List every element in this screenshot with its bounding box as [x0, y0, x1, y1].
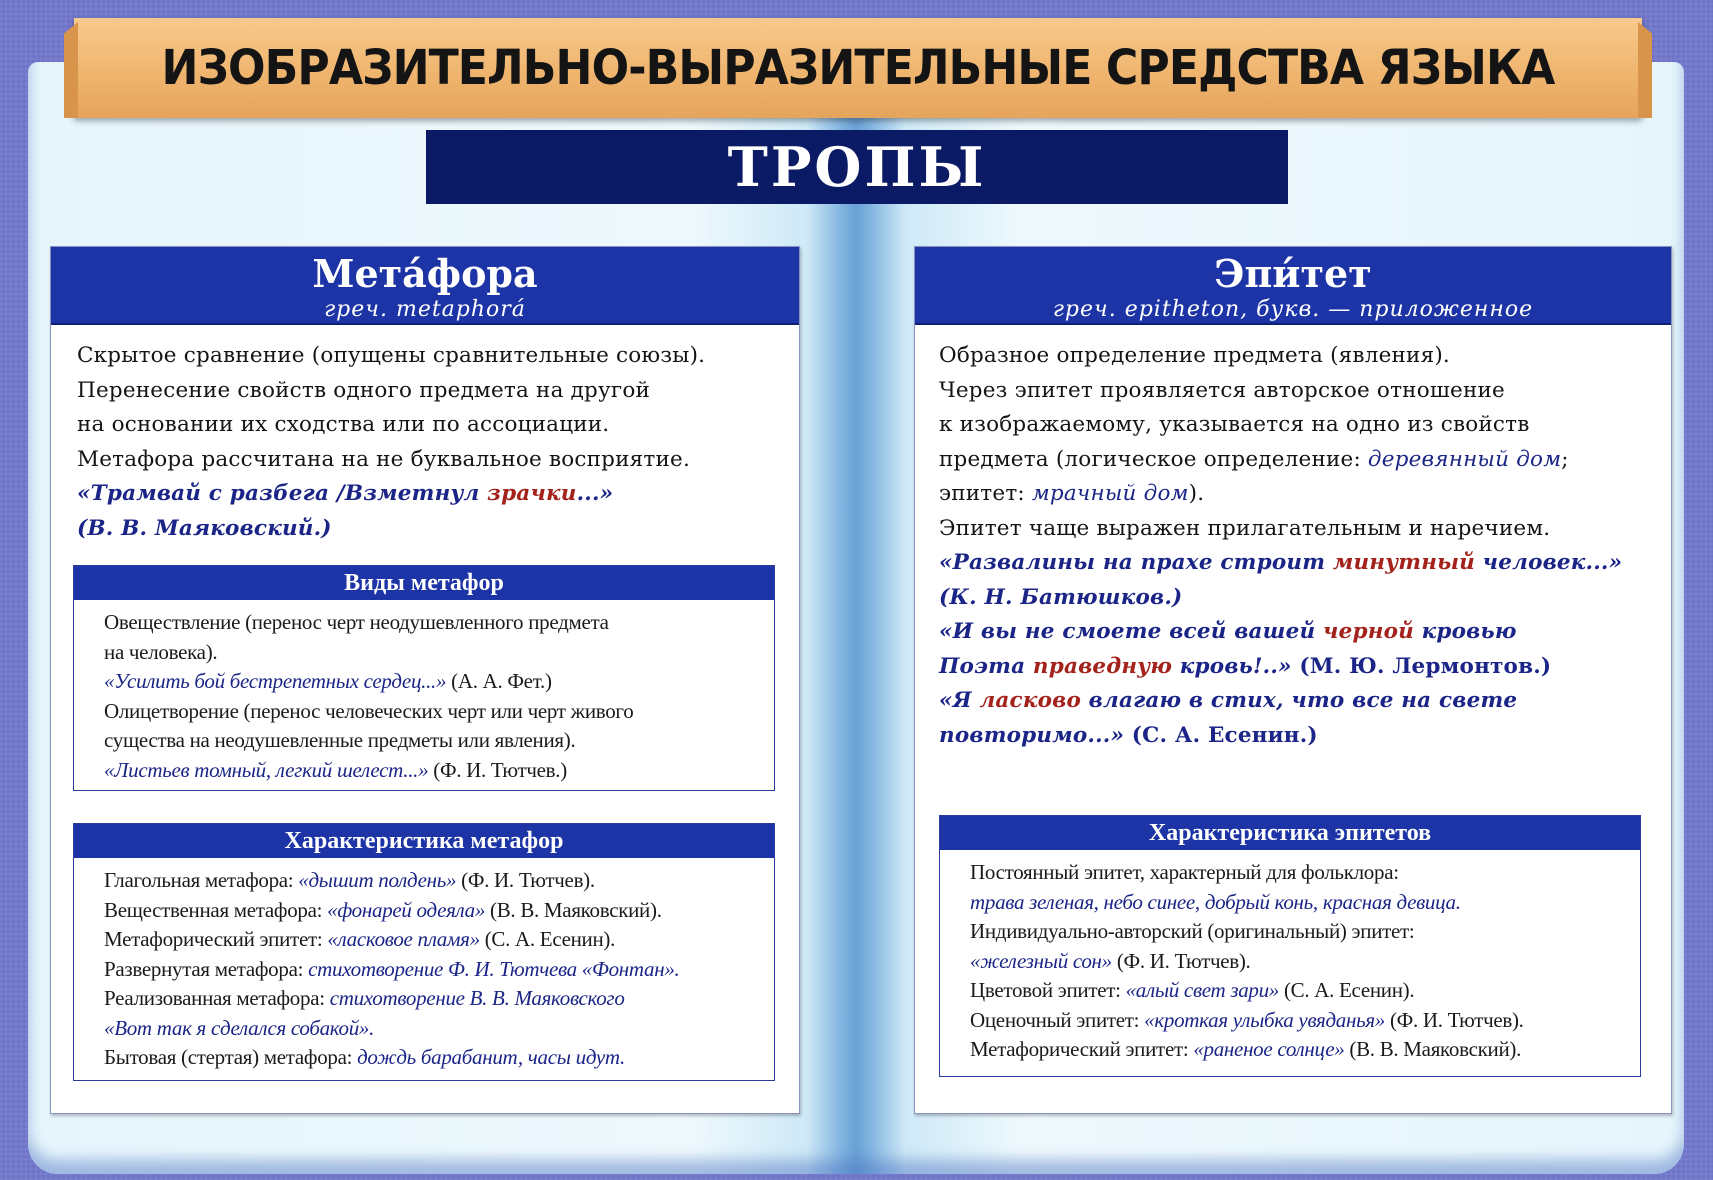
epithet-quote: повторимо...» (С. А. Есенин.): [939, 722, 1318, 748]
metaphor-kinds-box: [73, 565, 775, 791]
metaphor-example-author: (В. В. Маяковский.): [77, 515, 332, 541]
kinds-line: существа на неодушевленные предметы или явления).: [104, 728, 576, 752]
epithet-card: [914, 246, 1672, 1114]
definition-line: Образное определение предмета (явления).: [939, 343, 1450, 368]
quote-author: (К. Н. Батюшков.): [939, 584, 1183, 610]
definition-line: Перенесение свойств одного предмета на другой: [77, 377, 651, 403]
metaphor-title: Мета́фора: [312, 251, 538, 296]
epithet-features-title: Характеристика эпитетов: [940, 816, 1640, 850]
kinds-line: Олицетворение (перенос человеческих черт или черт живого: [104, 698, 634, 723]
definition-line: предмета (логическое определение: деревянный дом;: [939, 446, 1569, 472]
kinds-example: «Усилить бой бестрепетных сердец...» (А. А. Фет.): [104, 669, 552, 693]
feature-item: Постоянный эпитет, характерный для фольклора:: [970, 860, 1399, 884]
feature-item: Цветовой эпитет: «алый свет зари» (С. А. Есенин).: [970, 978, 1415, 1002]
definition-line: на основании их сходства или по ассоциации.: [77, 412, 610, 437]
epithet-etymology: греч. epitheton, букв. — приложенное: [1052, 297, 1534, 322]
metaphor-etymology: греч. metaphorá: [324, 297, 526, 322]
feature-item: Оценочный эпитет: «кроткая улыбка увяданья» (Ф. И. Тютчев).: [970, 1007, 1524, 1032]
epithet-definition: [915, 325, 1671, 753]
metaphor-kinds-body: [74, 600, 774, 785]
definition-line: эпитет: мрачный дом).: [939, 481, 1205, 506]
epithet-features-box: [939, 815, 1641, 1077]
feature-item: Бытовая (стертая) метафора: дождь барабанит, часы идут.: [104, 1045, 625, 1069]
feature-item: «железный сон» (Ф. И. Тютчев).: [970, 948, 1251, 973]
epithet-quote: «Развалины на прахе строит минутный человек...»: [939, 550, 1623, 575]
metaphor-features-list: [74, 858, 774, 1073]
epithet-quote: Поэта праведную кровь!..» (М. Ю. Лермонтов.): [939, 653, 1552, 679]
epithet-header: [915, 247, 1671, 325]
feature-item: трава зеленая, небо синее, добрый конь, красная девица.: [970, 889, 1461, 914]
feature-item: Индивидуально-авторский (оригинальный) эпитет:: [970, 919, 1415, 943]
definition-line: Скрытое сравнение (опущены сравнительные союзы).: [77, 343, 706, 368]
highlight-word: зрачки: [487, 481, 577, 506]
kinds-example: «Листьев томный, легкий шелест...» (Ф. И. Тютчев.): [104, 757, 567, 782]
feature-item: Развернутая метафора: стихотворение Ф. И. Тютчева «Фонтан».: [104, 956, 680, 981]
definition-line: Метафора рассчитана на не буквальное восприятие.: [77, 446, 691, 472]
title-banner: [74, 18, 1642, 118]
metaphor-features-title: Характеристика метафор: [74, 824, 774, 858]
feature-item: «Вот так я сделался собакой».: [104, 1015, 375, 1040]
kinds-line: Овеществление (перенос черт неодушевленного предмета: [104, 610, 609, 634]
metaphor-definition: [51, 325, 799, 546]
metaphor-card: [50, 246, 800, 1114]
epithet-quote: «Я ласково влагаю в стих, что все на свете: [939, 688, 1518, 713]
definition-line: Эпитет чаще выражен прилагательным и наречием.: [939, 515, 1551, 541]
feature-item: Реализованная метафора: стихотворение В. В. Маяковского: [104, 986, 625, 1010]
banner-fold-left: [64, 22, 78, 118]
definition-line: к изображаемому, указывается на одно из свойств: [939, 412, 1530, 437]
section-title: ТРОПЫ: [426, 130, 1288, 204]
metaphor-features-box: [73, 823, 775, 1081]
epithet-quote: «И вы не смоете всей вашей черной кровью: [939, 619, 1517, 644]
metaphor-header: [51, 247, 799, 325]
metaphor-example: «Трамвай с разбега /Взметнул зрачки...»: [77, 481, 614, 506]
feature-item: Вещественная метафора: «фонарей одеяла» (В. В. Маяковский).: [104, 897, 662, 922]
metaphor-kinds-title: Виды метафор: [74, 566, 774, 600]
feature-item: Метафорический эпитет: «раненое солнце» (В. В. Маяковский).: [970, 1037, 1522, 1061]
definition-line: Через эпитет проявляется авторское отношение: [939, 377, 1505, 403]
kinds-line: на человека).: [104, 639, 218, 664]
page-title: ИЗОБРАЗИТЕЛЬНО-ВЫРАЗИТЕЛЬНЫЕ СРЕДСТВА ЯЗЫКА: [161, 40, 1555, 96]
feature-item: Глагольная метафора: «дышит полдень» (Ф. И. Тютчев).: [104, 868, 595, 892]
banner-fold-right: [1638, 22, 1652, 118]
epithet-features-list: [940, 850, 1640, 1065]
feature-item: Метафорический эпитет: «ласковое пламя» (С. А. Есенин).: [104, 927, 616, 951]
epithet-title: Эпи́тет: [1214, 251, 1372, 296]
